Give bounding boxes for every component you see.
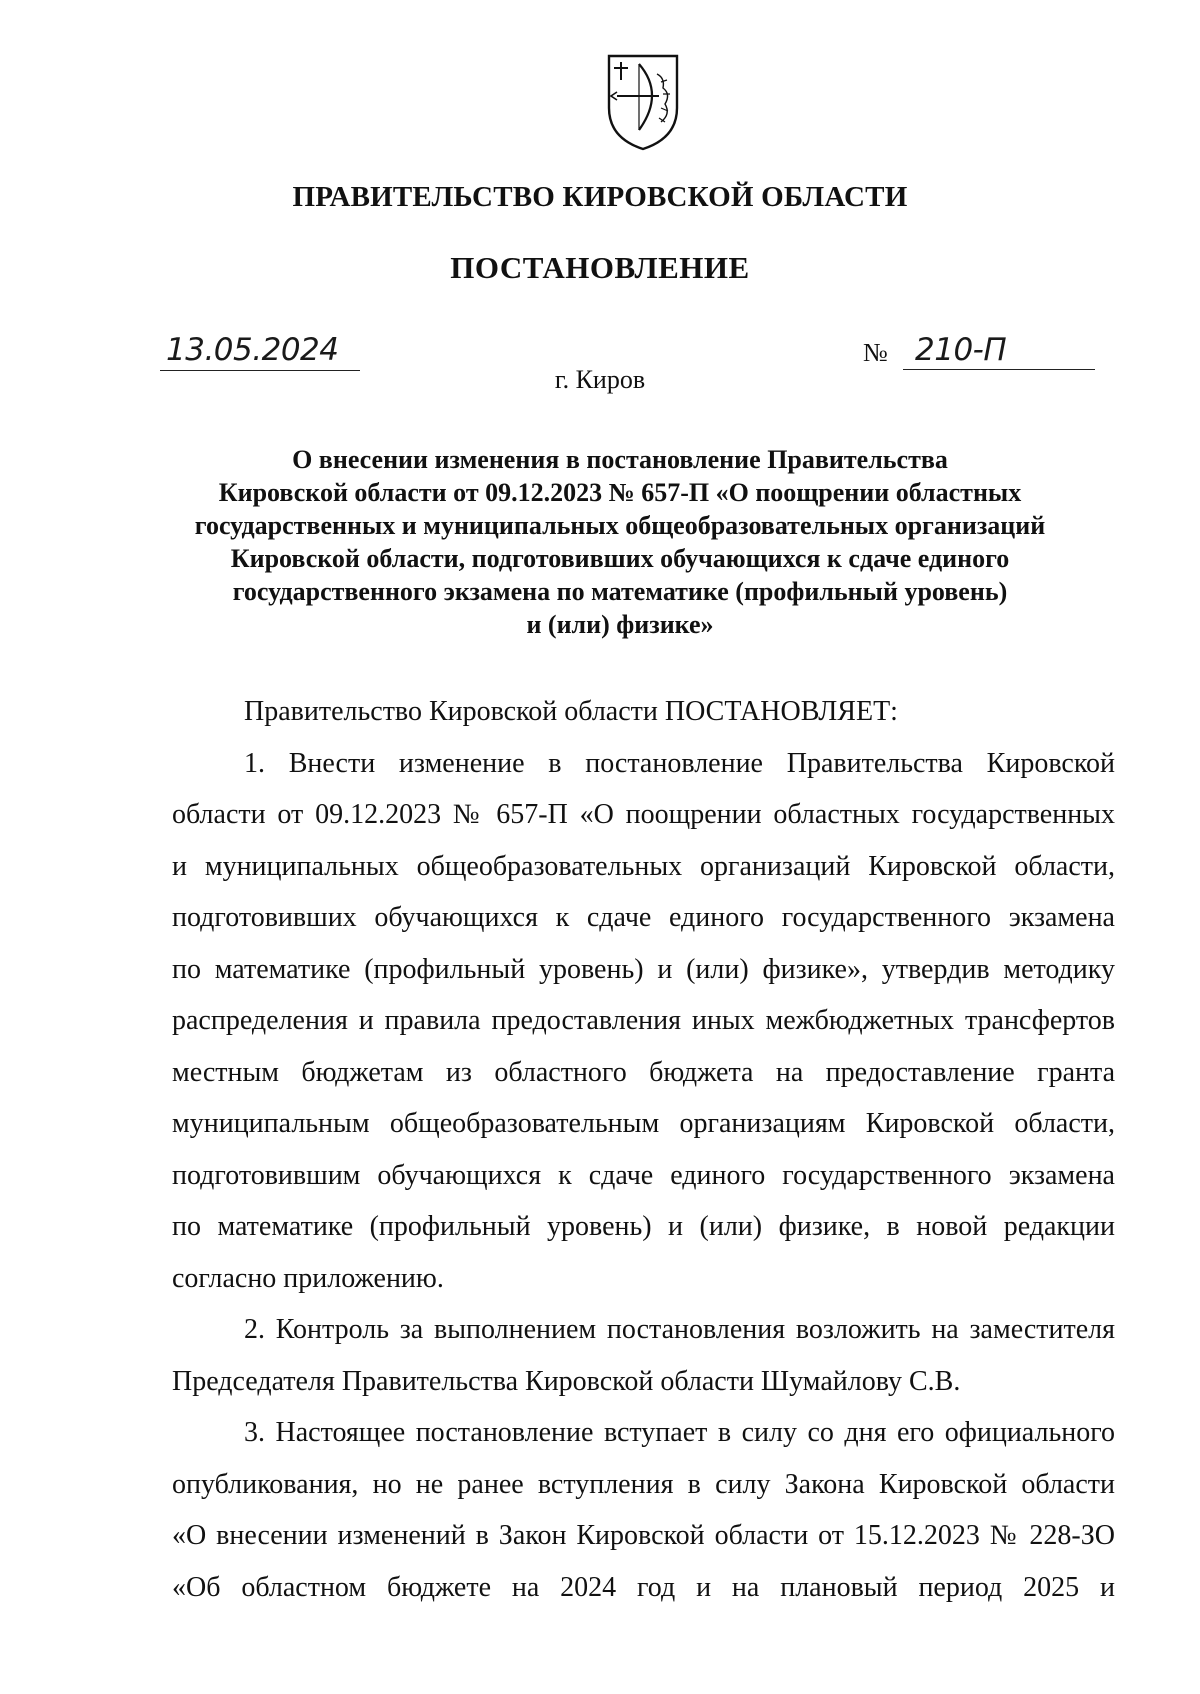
- paragraph-3-line: «О внесении изменений в Закон Кировской области от 15.12.2023 № 228-ЗО: [172, 1520, 1115, 1551]
- paragraph-1-line: подготовившим обучающихся к сдаче единого государственного экзамена: [172, 1159, 1115, 1191]
- subject-line: Кировской области, подготовивших обучающихся к сдаче единого: [230, 544, 1010, 573]
- number-field: [863, 330, 1095, 370]
- handwritten-number: 210-П: [915, 332, 1007, 368]
- paragraph-1-line: местным бюджетам из областного бюджета на предоставление гранта: [172, 1056, 1115, 1088]
- number-sign: №: [863, 338, 888, 367]
- subject-line: и (или) физике»: [526, 610, 714, 639]
- government-title: ПРАВИТЕЛЬСТВО КИРОВСКОЙ ОБЛАСТИ: [292, 181, 908, 213]
- paragraph-1-line: по математике (профильный уровень) и (или) физике», утвердив методику: [172, 953, 1115, 985]
- document-type: ПОСТАНОВЛЕНИЕ: [450, 250, 750, 285]
- paragraph-1-line: распределения и правила предоставления иных межбюджетных трансфертов: [172, 1005, 1115, 1036]
- paragraph-1-line: по математике (профильный уровень) и (или) физике, в новой редакции: [172, 1211, 1115, 1242]
- intro-line: Правительство Кировской области ПОСТАНОВЛЯЕТ:: [244, 696, 898, 727]
- paragraph-3-line: «Об областном бюджете на 2024 год и на плановый период 2025 и: [172, 1571, 1115, 1603]
- paragraph-1-line: согласно приложению.: [172, 1262, 444, 1294]
- city: г. Киров: [554, 365, 646, 394]
- document-body: [172, 686, 1115, 1613]
- paragraph-2-line: Председателя Правительства Кировской области Шумайлову С.В.: [172, 1365, 961, 1397]
- coat-of-arms-icon: [603, 52, 683, 152]
- subject-line: государственных и муниципальных общеобразовательных организаций: [194, 511, 1046, 540]
- paragraph-1-line: области от 09.12.2023 № 657-П «О поощрении областных государственных: [172, 799, 1115, 830]
- subject-line: Кировской области от 09.12.2023 № 657-П «О поощрении областных: [218, 478, 1022, 507]
- paragraph-3-line: опубликования, но не ранее вступления в силу Закона Кировской области: [172, 1468, 1115, 1500]
- paragraph-2-line: 2. Контроль за выполнением постановления возложить на заместителя: [244, 1314, 1115, 1345]
- handwritten-date: 13.05.2024: [166, 332, 339, 368]
- paragraph-3-line: 3. Настоящее постановление вступает в силу со дня его официального: [244, 1417, 1115, 1448]
- paragraph-1-line: подготовивших обучающихся к сдаче единого государственного экзамена: [172, 902, 1115, 933]
- subject-line: О внесении изменения в постановление Правительства: [292, 445, 948, 474]
- paragraph-1-line: муниципальным общеобразовательным организациям Кировской области,: [172, 1108, 1115, 1139]
- subject-line: государственного экзамена по математике (профильный уровень): [232, 577, 1008, 606]
- paragraph-1-line: 1. Внести изменение в постановление Правительства Кировской: [244, 747, 1115, 779]
- document-subject: [150, 443, 1090, 641]
- paragraph-1-line: и муниципальных общеобразовательных организаций Кировской области,: [172, 850, 1115, 882]
